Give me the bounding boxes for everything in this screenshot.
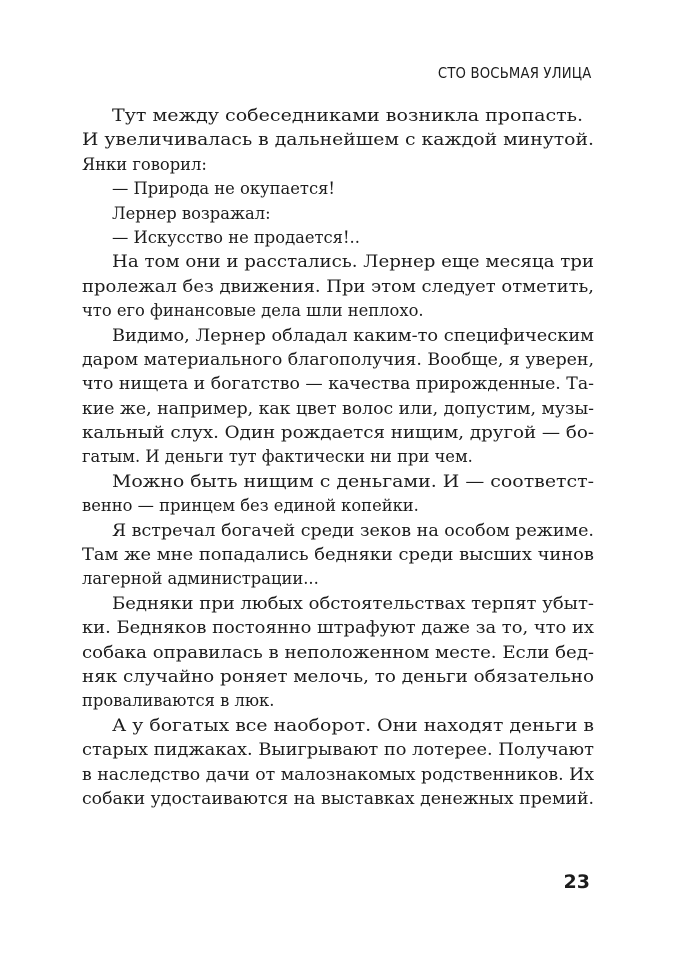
- text-line: [82, 787, 594, 811]
- text-line-content: кальный слух. Один рождается нищим, другой — бо-: [82, 423, 595, 444]
- text-line: [82, 689, 594, 713]
- text-line: [82, 738, 594, 762]
- text-line: [82, 567, 594, 591]
- text-line-content: венно — принцем без единой копейки.: [82, 496, 419, 517]
- text-line-content: лагерной администрации...: [82, 569, 319, 590]
- text-line-content: собака оправилась в неположенном месте. Если бед-: [82, 642, 595, 663]
- text-line: [82, 202, 594, 226]
- text-line-content: Можно быть нищим с деньгами. И — соответст-: [112, 471, 595, 492]
- text-line: [82, 226, 594, 250]
- body-text: [82, 104, 594, 811]
- text-line-content: собаки удостаиваются на выставках денежных премий.: [82, 788, 594, 809]
- text-line: [82, 104, 594, 128]
- text-line-content: гатым. И деньги тут фактически ни при чем.: [82, 447, 473, 468]
- text-line: [82, 275, 594, 299]
- text-line: [82, 592, 594, 616]
- text-line: [82, 494, 594, 518]
- text-line: [82, 324, 594, 348]
- text-line-content: даром материального благополучия. Вообще, я уверен,: [82, 349, 595, 370]
- text-line: [82, 348, 594, 372]
- text-line: [82, 763, 594, 787]
- text-line: [82, 470, 594, 494]
- page-number: 23: [563, 871, 590, 893]
- text-line-content: кие же, например, как цвет волос или, допустим, музы-: [82, 398, 595, 419]
- text-line-content: в наследство дачи от малознакомых родственников. Их: [82, 764, 595, 785]
- text-line-content: На том они и расстались. Лернер еще месяца три: [112, 252, 595, 273]
- text-line: [82, 616, 594, 640]
- text-line-content: Лернер возражал:: [112, 203, 271, 224]
- text-line-content: няк случайно роняет мелочь, то деньги обязательно: [82, 666, 595, 687]
- text-line: [82, 128, 594, 152]
- text-line-content: Янки говорил:: [82, 154, 207, 175]
- text-line-content: — Искусство не продается!..: [112, 227, 360, 248]
- text-line: [82, 714, 594, 738]
- running-head-title: СТО ВОСЬМАЯ УЛИЦА: [437, 64, 591, 82]
- text-line-content: — Природа не окупается!: [112, 179, 335, 200]
- text-line-content: Бедняки при любых обстоятельствах терпят убыт-: [112, 593, 595, 614]
- text-line-content: Там же мне попадались бедняки среди высших чинов: [82, 545, 594, 566]
- text-line: [82, 153, 594, 177]
- text-line: [82, 397, 594, 421]
- text-line: [82, 641, 594, 665]
- text-line: [82, 372, 594, 396]
- text-line-content: Я встречал богачей среди зеков на особом режиме.: [112, 520, 594, 541]
- text-line-content: проваливаются в люк.: [82, 691, 275, 712]
- text-line-content: что нищета и богатство — качества прирожденные. Та-: [82, 374, 595, 395]
- text-line-content: старых пиджаках. Выигрывают по лотерее. Получают: [82, 740, 594, 761]
- text-line: [82, 665, 594, 689]
- text-line: [82, 299, 594, 323]
- text-line: [82, 543, 594, 567]
- text-line-content: Видимо, Лернер обладал каким-то специфическим: [112, 325, 594, 346]
- text-line-content: И увеличивалась в дальнейшем с каждой минутой.: [82, 130, 594, 151]
- text-line: [82, 177, 594, 201]
- text-line-content: что его финансовые дела шли неплохо.: [82, 301, 424, 322]
- text-line-content: Тут между собеседниками возникла пропасть.: [112, 106, 584, 126]
- text-line-content: пролежал без движения. При этом следует отметить,: [82, 276, 594, 297]
- text-line: [82, 250, 594, 274]
- text-line: [82, 519, 594, 543]
- text-line-content: А у богатых все наоборот. Они находят деньги в: [112, 715, 595, 736]
- text-line: [82, 421, 594, 445]
- text-line-content: ки. Бедняков постоянно штрафуют даже за то, что их: [82, 618, 594, 639]
- text-line: [82, 445, 594, 469]
